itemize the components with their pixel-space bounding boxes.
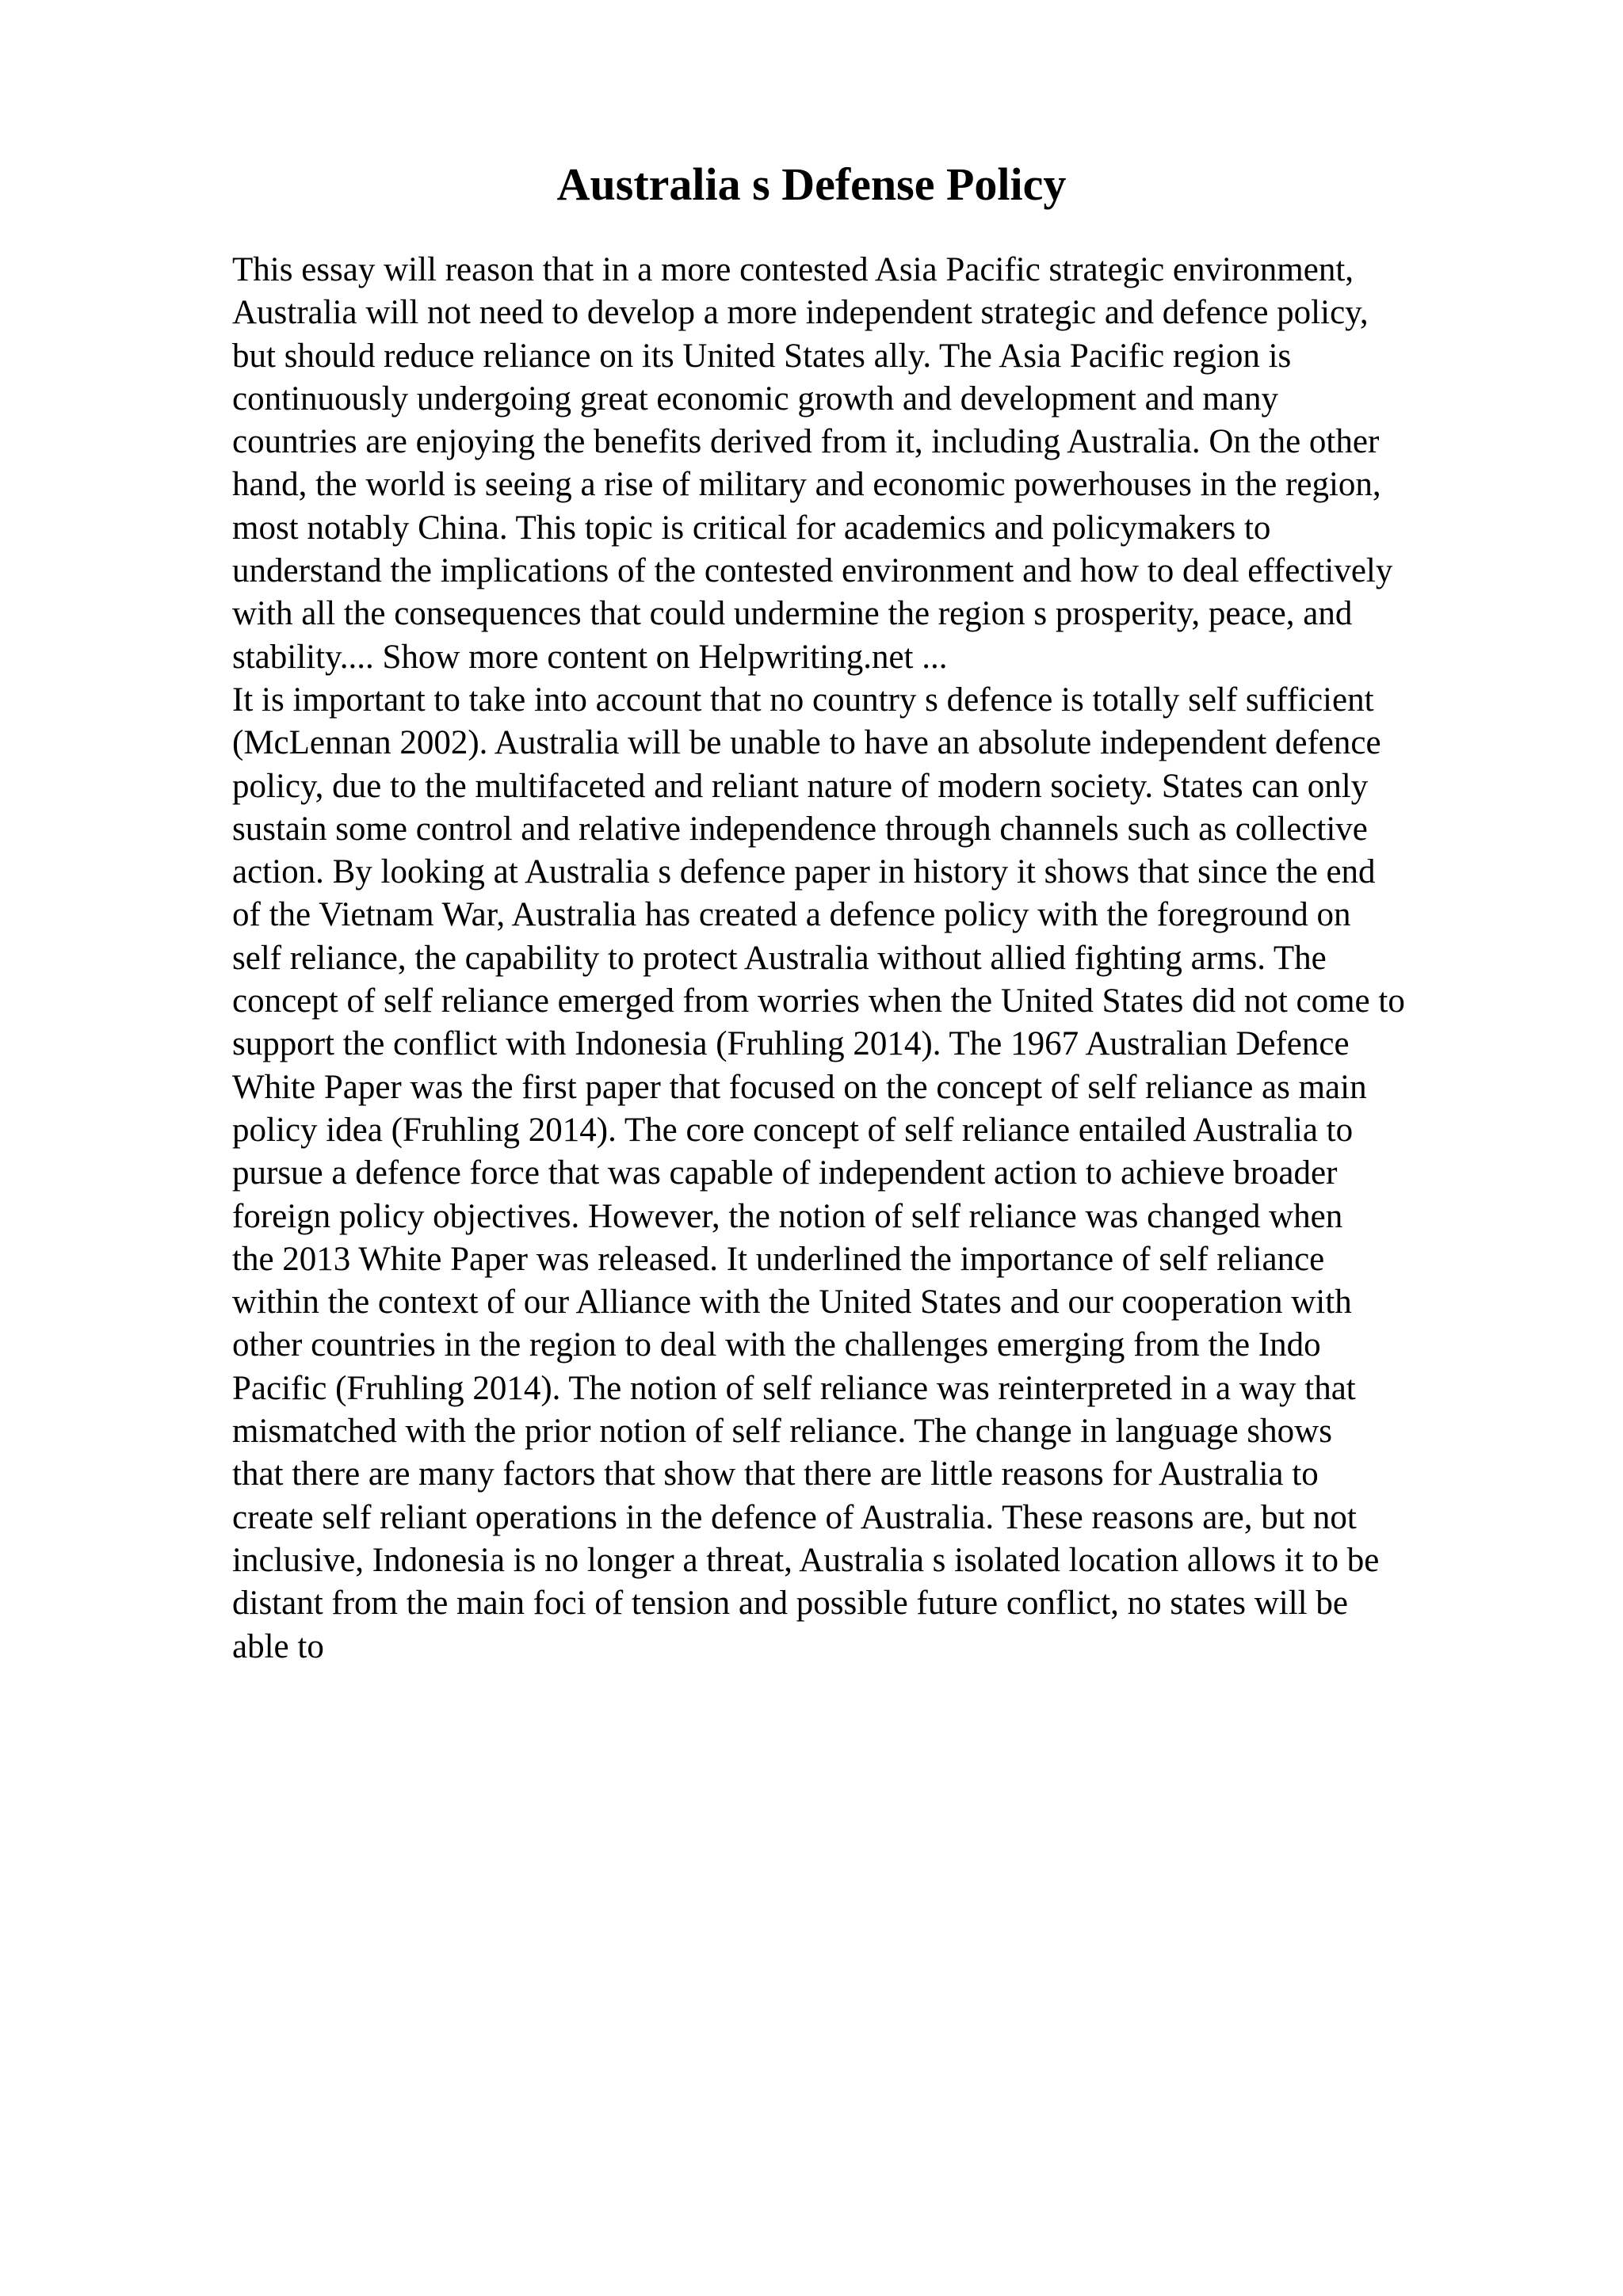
body-line: hand, the world is seeing a rise of military and economic powerhouses in the region, — [232, 466, 1381, 504]
body-line: with all the consequences that could undermine the region s prosperity, peace, and — [232, 595, 1353, 633]
body-line: other countries in the region to deal with the challenges emerging from the Indo — [232, 1326, 1321, 1364]
body-line: most notably China. This topic is critical for academics and policymakers to — [232, 509, 1271, 547]
document-body — [232, 249, 1516, 1669]
body-line: stability.... Show more content on Helpwriting.net ... — [232, 638, 948, 676]
body-line: policy idea (Fruhling 2014). The core concept of self reliance entailed Australia to — [232, 1111, 1354, 1149]
body-line: the 2013 White Paper was released. It underlined the importance of self reliance — [232, 1240, 1325, 1278]
body-line: policy, due to the multifaceted and reliant nature of modern society. States can only — [232, 767, 1369, 805]
body-line: action. By looking at Australia s defence paper in history it shows that since the end — [232, 853, 1376, 891]
body-line: foreign policy objectives. However, the notion of self reliance was changed when — [232, 1197, 1343, 1235]
body-line: It is important to take into account that no country s defence is totally self sufficient — [232, 681, 1374, 719]
body-line: White Paper was the first paper that focused on the concept of self reliance as main — [232, 1068, 1367, 1106]
body-line: within the context of our Alliance with the United States and our cooperation with — [232, 1283, 1352, 1322]
body-line: mismatched with the prior notion of self reliance. The change in language shows — [232, 1413, 1332, 1451]
body-line: concept of self reliance emerged from worries when the United States did not come to — [232, 982, 1405, 1020]
body-line: pursue a defence force that was capable of independent action to achieve broader — [232, 1154, 1338, 1192]
body-line: Pacific (Fruhling 2014). The notion of self reliance was reinterpreted in a way that — [232, 1369, 1356, 1407]
body-line: continuously undergoing great economic growth and development and many — [232, 379, 1278, 418]
body-line: distant from the main foci of tension and possible future conflict, no states will be — [232, 1585, 1348, 1623]
body-line: Australia will not need to develop a more independent strategic and defence policy, — [232, 294, 1369, 332]
body-line: (McLennan 2002). Australia will be unable to have an absolute independent defence — [232, 724, 1381, 762]
body-line: inclusive, Indonesia is no longer a threat, Australia s isolated location allows it to be — [232, 1541, 1380, 1579]
body-line: support the conflict with Indonesia (Fruhling 2014). The 1967 Australian Defence — [232, 1025, 1350, 1063]
body-line: countries are enjoying the benefits derived from it, including Australia. On the other — [232, 423, 1380, 461]
body-line: but should reduce reliance on its United States ally. The Asia Pacific region is — [232, 337, 1292, 375]
body-line: self reliance, the capability to protect Australia without allied fighting arms. The — [232, 939, 1327, 977]
body-line: that there are many factors that show that there are little reasons for Australia to — [232, 1455, 1319, 1493]
document-title: Australia s Defense Policy — [556, 158, 1067, 210]
body-line: understand the implications of the contested environment and how to deal effectively — [232, 552, 1393, 590]
body-line: of the Vietnam War, Australia has created a defence policy with the foreground on — [232, 896, 1351, 934]
body-line: create self reliant operations in the defence of Australia. These reasons are, but not — [232, 1498, 1357, 1536]
body-line: This essay will reason that in a more contested Asia Pacific strategic environment, — [232, 251, 1354, 288]
body-line: sustain some control and relative independence through channels such as collective — [232, 810, 1368, 848]
body-line: able to — [232, 1627, 324, 1665]
